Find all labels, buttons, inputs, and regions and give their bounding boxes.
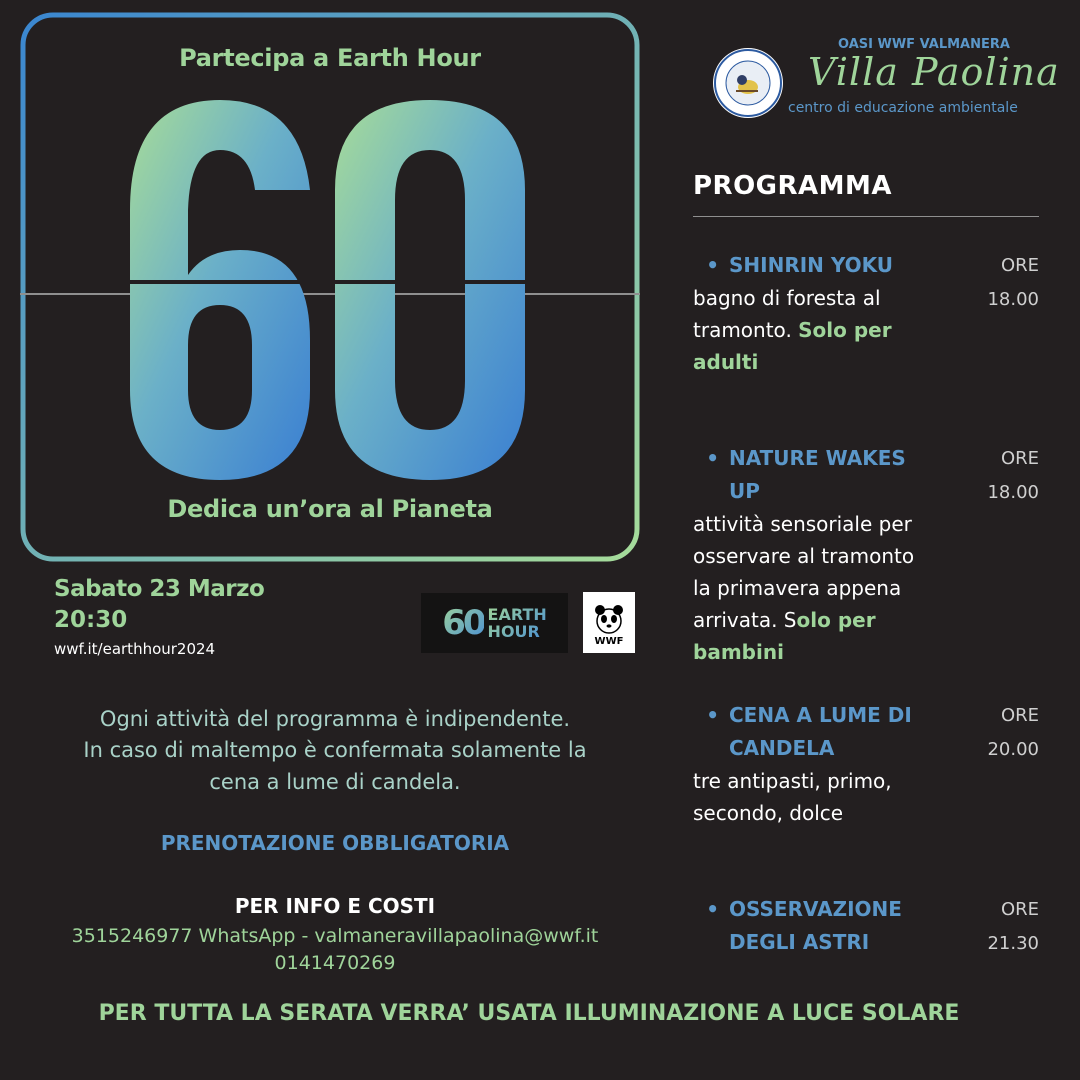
bullet-icon: • xyxy=(706,703,719,727)
program-item-title: SHINRIN YOKU xyxy=(729,253,894,277)
note-line-3: cena a lume di candela. xyxy=(209,770,461,794)
program-item-description xyxy=(693,765,933,829)
program-item-time-label: ORE xyxy=(1000,899,1039,920)
info-title: PER INFO E COSTI xyxy=(234,894,436,918)
program-item-description xyxy=(693,508,933,668)
wwf-logo xyxy=(583,592,635,653)
program-item-description-text: bagno di foresta al tramonto. xyxy=(693,286,881,342)
program-item-time-value: 21.30 xyxy=(987,933,1039,954)
event-date: Sabato 23 Marzo xyxy=(54,576,265,602)
program-item-audience: Solo per adulti xyxy=(693,318,892,374)
contact-line[interactable]: 3515246977 WhatsApp - valmaneravillapaolina@wwf.it xyxy=(71,925,599,947)
program-item-time-value: 18.00 xyxy=(987,482,1039,503)
program-item-title: CENA A LUME DI CANDELA xyxy=(729,703,912,760)
note-line-2: In caso di maltempo è confermata solamente la xyxy=(83,738,587,762)
event-time: 20:30 xyxy=(54,607,128,633)
program-item-time xyxy=(959,249,1039,317)
bullet-icon: • xyxy=(706,897,719,921)
program-item-description xyxy=(693,282,933,378)
program-item-description-text: tre antipasti, primo, secondo, dolce xyxy=(693,769,892,825)
program-item-title: OSSERVAZIONE DEGLI ASTRI xyxy=(729,897,902,954)
earth-hour-logo-number: 60 xyxy=(442,603,484,643)
booking-required-notice: PRENOTAZIONE OBBLIGATORIA xyxy=(160,831,510,855)
organization-kicker: OASI WWF VALMANERA xyxy=(838,37,1010,52)
note-line-1: Ogni attività del programma è indipendente. xyxy=(99,707,571,731)
program-item-time-label: ORE xyxy=(1000,448,1039,469)
program-item xyxy=(693,893,1053,959)
event-url-link[interactable]: wwf.it/earthhour2024 xyxy=(54,640,216,658)
organization-name: Villa Paolina xyxy=(808,50,1060,94)
earth-hour-logo-line2: HOUR xyxy=(487,622,540,641)
phone-number[interactable]: 0141470269 xyxy=(274,952,396,974)
hero-title: Partecipa a Earth Hour xyxy=(179,44,481,72)
program-item-time xyxy=(959,442,1039,510)
big-sixty-graphic xyxy=(110,90,550,490)
bullet-icon: • xyxy=(706,253,719,277)
program-item-time-value: 18.00 xyxy=(987,289,1039,310)
organization-tagline: centro di educazione ambientale xyxy=(788,100,1018,116)
earth-hour-logo-text xyxy=(488,606,547,640)
footer-note: PER TUTTA LA SERATA VERRA’ USATA ILLUMINAZIONE A LUCE SOLARE xyxy=(98,1001,960,1026)
program-item-time xyxy=(959,699,1039,767)
program-item-audience: olo per bambini xyxy=(693,608,876,664)
program-item-time-value: 20.00 xyxy=(987,739,1039,760)
program-divider xyxy=(693,216,1039,217)
bullet-icon: • xyxy=(706,446,719,470)
program-item xyxy=(693,699,1053,829)
program-item xyxy=(693,249,1053,378)
panda-icon xyxy=(592,602,626,636)
earth-hour-logo xyxy=(421,593,568,653)
program-item xyxy=(693,442,1053,668)
program-item-title: NATURE WAKES UP xyxy=(729,446,906,503)
earth-hour-logo-line1: EARTH xyxy=(487,605,547,624)
program-item-time-label: ORE xyxy=(1000,255,1039,276)
hero-subtitle: Dedica un’ora al Pianeta xyxy=(167,495,493,523)
wwf-logo-text: WWF xyxy=(594,636,624,647)
program-item-time xyxy=(959,893,1039,961)
organization-seal-icon xyxy=(712,47,784,119)
program-heading: PROGRAMMA xyxy=(693,171,893,201)
program-item-time-label: ORE xyxy=(1000,705,1039,726)
program-item-description-text: attività sensoriale per osservare al tramonto la primavera appena arrivata. S xyxy=(693,512,915,632)
